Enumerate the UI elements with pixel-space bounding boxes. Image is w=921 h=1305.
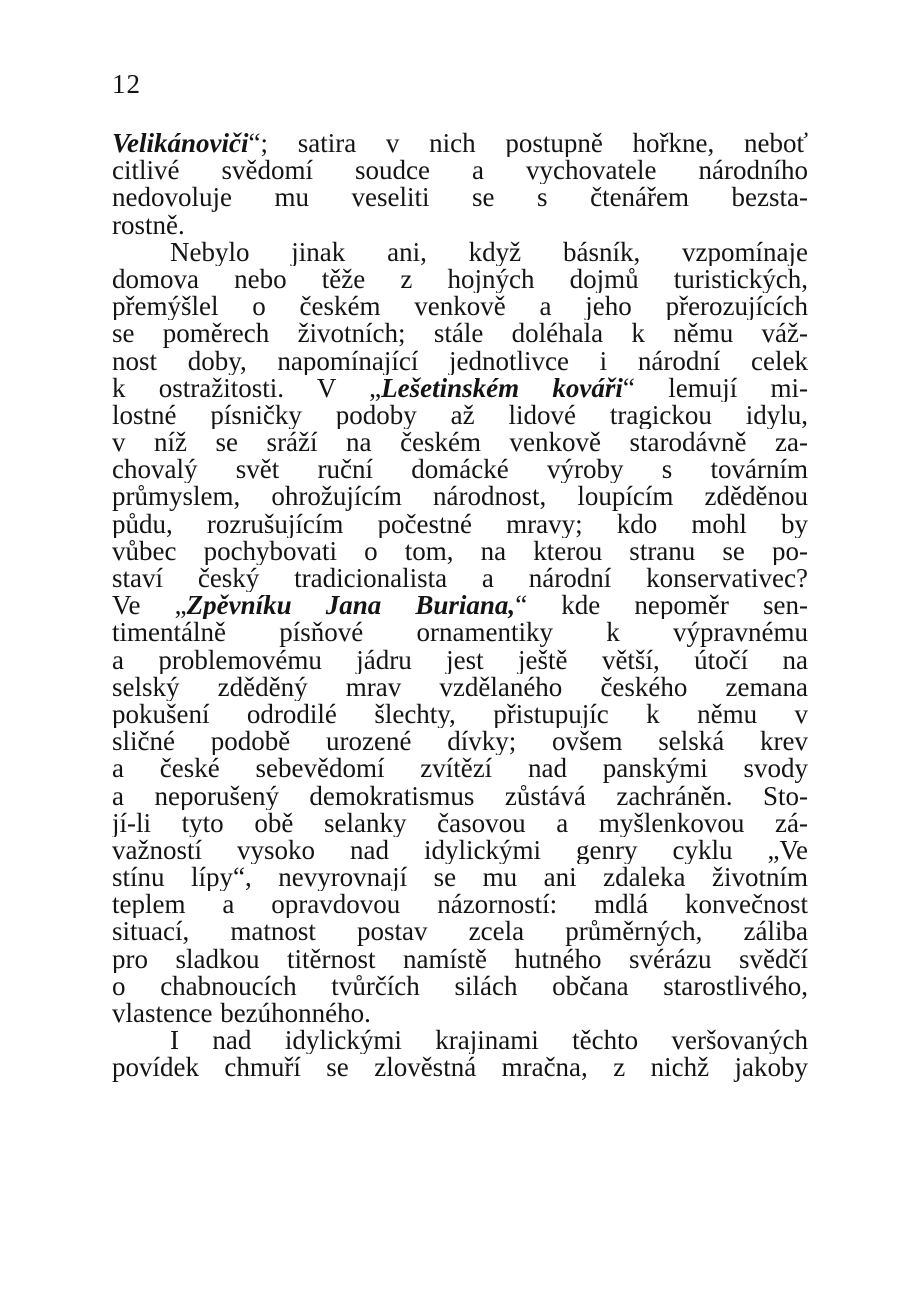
text-line (112, 483, 808, 510)
text-segment: nedovoluje mu veseliti se s čtenářem bezsta- (112, 184, 808, 212)
text-line (112, 402, 808, 429)
text-line (112, 565, 808, 592)
text-segment: situací, matnost postav zcela průměrných, záliba (112, 918, 808, 946)
text-segment: a neporušený demokratismus zůstává zachráněn. Sto- (112, 782, 808, 810)
text-line (112, 456, 808, 483)
text-segment: I nad idylickými krajinami těchto veršovaných (170, 1027, 808, 1055)
text-segment: Ve „ (112, 592, 187, 620)
text-segment: chovalý svět ruční domácké výroby s továrním (112, 456, 808, 484)
text-line (112, 783, 808, 810)
text-segment: “; satira v nich postupně hořkne, neboť (248, 130, 808, 158)
text-line (112, 239, 808, 266)
text-segment: rostně. (112, 211, 185, 239)
text-line (112, 674, 808, 701)
text-segment: a problemovému jádru jest ještě větší, útočí na (112, 646, 808, 674)
text-line (112, 837, 808, 864)
text-line (112, 130, 808, 157)
text-segment: pro sladkou titěrnost namístě hutného svérázu svědčí (112, 945, 808, 973)
text-segment: stínu lípy“, nevyrovnají se mu ani zdaleka životním (112, 864, 808, 892)
text-segment: půdu, rozrušujícím počestné mravy; kdo mohl by (112, 510, 808, 538)
text-segment: teplem a opravdovou názorností: mdlá konvečnost (112, 891, 808, 919)
text-segment: Nebylo jinak ani, když básník, vzpomínaje (170, 238, 808, 266)
text-segment: k ostražitosti. V „ (112, 374, 382, 402)
text-segment: “ kde nepoměr sen- (515, 592, 808, 620)
text-line (112, 946, 808, 973)
text-segment: domova nebo těže z hojných dojmů turistických, (112, 265, 808, 294)
text-line (112, 755, 808, 782)
text-line (112, 293, 808, 320)
text-line (112, 810, 808, 837)
text-line (112, 184, 808, 211)
text-segment: “ lemují mi- (622, 374, 808, 402)
text-line (112, 1027, 808, 1054)
text-segment: přemýšlel o českém venkově a jeho přerozujících (112, 293, 808, 321)
text-segment: staví český tradicionalista a národní konservativec? (112, 565, 808, 593)
text-line (112, 973, 808, 1000)
text-segment: průmyslem, ohrožujícím národnost, loupícím zděděnou (112, 483, 808, 511)
text-segment: nost doby, napomínající jednotlivce i národní celek (112, 347, 808, 375)
text-line (112, 157, 808, 184)
text-segment: vlastence bezúhonného. (112, 1000, 371, 1028)
text-segment: vůbec pochybovati o tom, na kterou stranu se po- (112, 537, 808, 565)
text-line (112, 266, 808, 293)
body-text (112, 130, 808, 1082)
text-line (112, 320, 808, 347)
text-segment: citlivé svědomí soudce a vychovatele národního (112, 157, 808, 185)
text-line (112, 592, 808, 619)
text-line (112, 728, 808, 755)
text-segment: timentálně písňové ornamentiky k výpravnému (112, 619, 808, 647)
text-segment: a české sebevědomí zvítězí nad panskými svody (112, 755, 808, 783)
text-segment: v níž se sráží na českém venkově starodávně za- (112, 429, 808, 457)
text-line (112, 538, 808, 565)
page-number: 12 (112, 69, 141, 99)
text-segment: jí-li tyto obě selanky časovou a myšlenkovou zá- (112, 809, 808, 837)
text-line (112, 511, 808, 538)
text-line (112, 647, 808, 674)
italic-title: Lešetinském kováři (381, 374, 623, 402)
text-line (112, 375, 808, 402)
text-line (112, 891, 808, 918)
text-segment: važností vysoko nad idylickými genry cyklu „Ve (112, 836, 808, 865)
text-line (112, 918, 808, 945)
text-line (112, 212, 808, 239)
text-segment: sličné podobě urozené dívky; ovšem selská krev (112, 728, 808, 756)
text-segment: se poměrech životních; stále doléhala k němu váž- (112, 320, 808, 348)
text-line (112, 864, 808, 891)
text-segment: selský zděděný mrav vzdělaného českého zemana (112, 673, 808, 701)
text-segment: o chabnoucích tvůrčích silách občana starostlivého, (112, 972, 808, 1000)
text-line (112, 1054, 808, 1081)
text-line (112, 429, 808, 456)
italic-title: Zpěvníku Jana Buriana, (186, 592, 516, 620)
text-line (112, 701, 808, 728)
text-segment: pokušení odrodilé šlechty, přistupujíc k němu v (112, 700, 808, 729)
italic-title: Velikánoviči (112, 130, 249, 158)
text-line (112, 1000, 808, 1027)
text-segment: povídek chmuří se zlověstná mračna, z nichž jakoby (112, 1054, 808, 1082)
text-segment: lostné písničky podoby až lidové tragickou idylu, (112, 401, 808, 430)
text-line (112, 348, 808, 375)
text-line (112, 619, 808, 646)
